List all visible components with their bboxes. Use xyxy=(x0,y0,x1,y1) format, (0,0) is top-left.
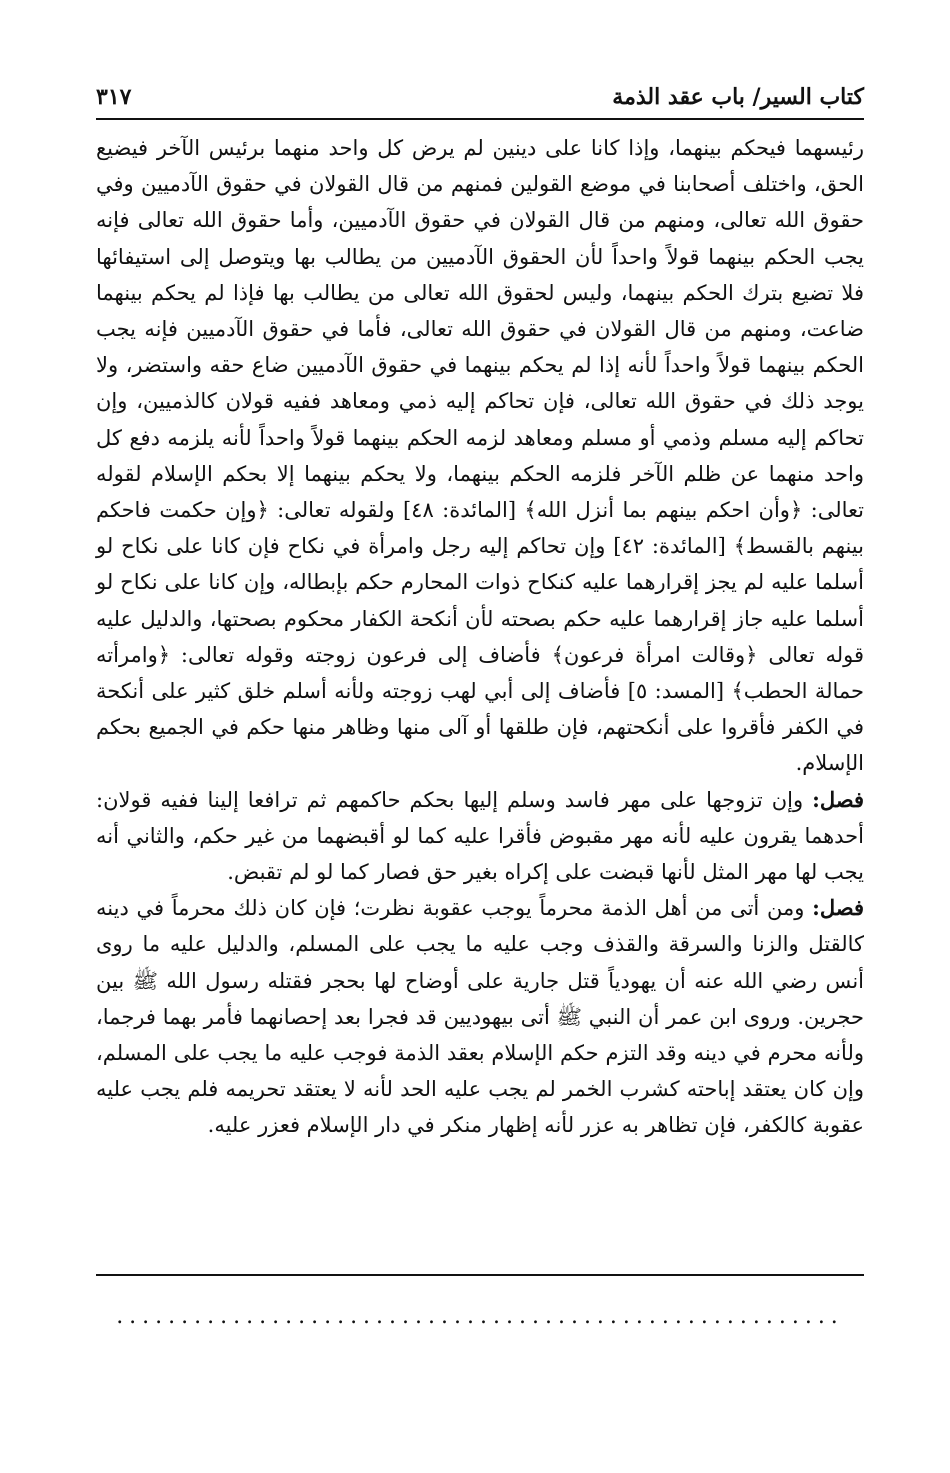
paragraph xyxy=(96,130,864,782)
section-label: فصل: xyxy=(812,786,864,812)
chapter-title: كتاب السير/ باب عقد الذمة xyxy=(612,84,864,110)
paragraph-body: رئيسهما فيحكم بينهما، وإذا كانا على دينين لم يرض كل واحد منهما برئيس الآخر فيضيع الحق، واختلف أصحابنا في موضع القولين فمنهم من قال القولان في حقوق الآدميين وفي حقوق الله تعالى، ومنهم من قال القولان في حقوق الآدميين، وأما حقوق الله تعالى فإنه يجب الحكم بينهما قولاً واحداً لأن الحقوق الآدميين من يطالب بها ويتوصل إلى استيفائها فلا تضيع بترك الحكم بينهما، وليس لحقوق الله تعالى من يطالب بها فإذا لم يحكم بينهما ضاعت، ومنهم من قال القولان في حقوق الله تعالى، فأما في حقوق الآدميين فإنه يجب الحكم بينهما قولاً واحداً لأنه إذا لم يحكم بينهما في حقوق الآدميين ضاع حقه واستضر، ولا يوجد ذلك في حقوق الله تعالى، فإن تحاكم إليه ذمي ومعاهد ففيه قولان كالذميين، وإن تحاكم إليه مسلم وذمي أو مسلم ومعاهد لزمه الحكم بينهما قولاً واحداً لأنه يلزمه دفع كل واحد منهما عن ظلم الآخر فلزمه الحكم بينهما، ولا يحكم بينهما إلا بحكم الإسلام لقوله تعالى: ﴿وأن احكم بينهم بما أنزل الله﴾ [المائدة: ٤٨] ولقوله تعالى: ﴿وإن حكمت فاحكم بينهم بالقسط﴾ [المائدة: ٤٢] وإن تحاكم إليه رجل وامرأة في نكاح فإن كانا على نكاح لو أسلما عليه لم يجز إقرارهما عليه كنكاح ذوات المحارم حكم بإبطاله، وإن كانا على نكاح لو أسلما عليه جاز إقرارهما عليه حكم بصحته لأن أنكحة الكفار محكوم بصحتها، والدليل عليه قوله تعالى ﴿وقالت امرأة فرعون﴾ فأضاف إلى فرعون زوجته وقوله تعالى: ﴿وامرأته حمالة الحطب﴾ [المسد: ٥] فأضاف إلى أبي لهب زوجته ولأنه أسلم خلق كثير على أنكحة في الكفر فأقروا على أنكحتهم، فإن طلقها أو آلى منها وظاهر منها حكم في الجميع بحكم الإسلام. xyxy=(96,136,865,776)
main-text xyxy=(96,130,864,1144)
paragraph xyxy=(96,782,864,891)
page-number: ٣١٧ xyxy=(96,84,132,110)
paragraph-body: ومن أتى من أهل الذمة محرماً يوجب عقوبة نظرت؛ فإن كان ذلك محرماً في دينه كالقتل والزنا والسرقة والقذف وجب عليه ما يجب على المسلم، والدليل عليه ما روى أنس رضي الله عنه أن يهودياً قتل جارية على أوضاح لها بحجر فقتله رسول الله ﷺ بين حجرين. وروى ابن عمر أن النبي ﷺ أتى بيهوديين قد فجرا بعد إحصانهما فأمر بهما فرجما، ولأنه محرم في دينه وقد التزم حكم الإسلام بعقد الذمة فوجب عليه ما يجب على المسلم، وإن كان يعتقد إباحته كشرب الخمر لم يجب عليه الحد لأنه لا يعتقد تحريمه فلم يجب عليه عقوبة كالكفر، فإن تظاهر به عزر لأنه إظهار منكر في دار الإسلام فعزر عليه. xyxy=(96,896,864,1138)
footnote-divider xyxy=(96,1274,864,1276)
paragraph-body: وإن تزوجها على مهر فاسد وسلم إليها بحكم حاكمهم ثم ترافعا إلينا ففيه قولان: أحدهما يقرون عليه لأنه مهر مقبوض فأقرا عليه كما لو أقبضهما من غير حكم، والثاني أنه يجب لها مهر المثل لأنها قبضت على إكراه بغير حق فصار كما لو لم تقبض. xyxy=(96,787,864,885)
section-label: فصل: xyxy=(812,895,864,921)
footnote-dotted-line: ........................................................ xyxy=(116,1304,844,1329)
running-header xyxy=(96,84,864,120)
paragraph xyxy=(96,890,864,1143)
book-page xyxy=(96,84,865,1329)
